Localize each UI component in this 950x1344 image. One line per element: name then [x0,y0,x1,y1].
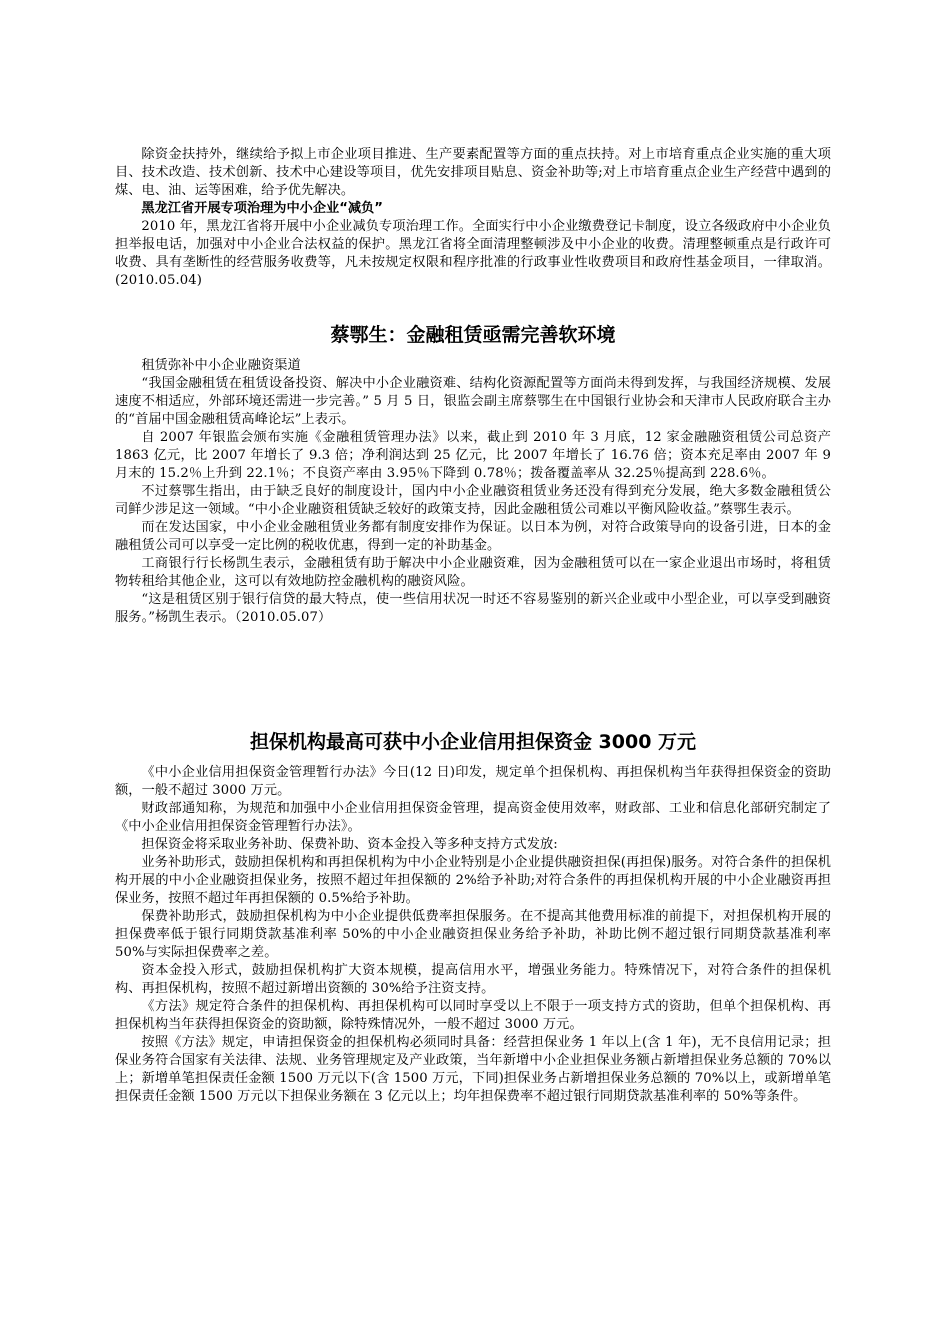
paragraph: 资本金投入形式，鼓励担保机构扩大资本规模，提高信用水平，增强业务能力。特殊情况下，对符合条件的担保机构、再担保机构，按照不超过新增出资额的 30%给予注资支持。 [115,963,831,996]
paragraph: 《方法》规定符合条件的担保机构、再担保机构可以同时享受以上不限于一项支持方式的资助，但单个担保机构、再担保机构当年获得担保资金的资助额，除特殊情况外，一般不超过 3000 万元。 [115,999,831,1032]
paragraph: 工商银行行长杨凯生表示，金融租赁有助于解决中小企业融资难，因为金融租赁可以在一家企业退出市场时，将租赁物转租给其他企业，这可以有效地防控金融机构的融资风险。 [115,556,831,589]
paragraph: 而在发达国家，中小企业金融租赁业务都有制度安排作为保证。以日本为例，对符合政策导向的设备引进，日本的金融租赁公司可以享受一定比例的税收优惠，得到一定的补助基金。 [115,520,831,553]
article-title: 蔡鄂生：金融租赁亟需完善软环境 [330,324,616,346]
paragraph: 自 2007 年银监会颁布实施《金融租赁管理办法》以来，截止到 2010 年 3 月底，12 家金融融资租赁公司总资产 1863 亿元，比 2007 年增长了 9.3 倍；净利润达到 25 亿元，比 2007 年增长了 16.76 倍；资本充足率由 2007 年 9 月末的 15.2％上升到 22.1％；不良资产率由 3.95％下降到 0.78％；拨备覆盖率从 32.25％提高到 228.6％。 [115,430,831,481]
section-financial-leasing [115,357,831,627]
paragraph: “这是租赁区别于银行信贷的最大特点，使一些信用状况一时还不容易鉴别的新兴企业或中小型企业，可以享受到融资服务。”杨凯生表示。（2010.05.07） [115,592,831,625]
paragraph: 不过蔡鄂生指出，由于缺乏良好的制度设计，国内中小企业融资租赁业务还没有得到充分发展，绝大多数金融租赁公司鲜少涉足这一领域。“中小企业融资租赁缺乏较好的政策支持，因此金融租赁公司难以平衡风险收益。”蔡鄂生表示。 [115,484,831,517]
paragraph: 保费补助形式，鼓励担保机构为中小企业提供低费率担保服务。在不提高其他费用标准的前提下，对担保机构开展的担保费率低于银行同期贷款基准利率 50%的中小企业融资担保业务给予补助，补助比例不超过银行同期贷款基准利率 50%与实际担保费率之差。 [115,909,831,960]
section-sme-support [115,146,831,290]
paragraph: 《中小企业信用担保资金管理暂行办法》今日(12 日)印发，规定单个担保机构、再担保机构当年获得担保资金的资助额，一般不超过 3000 万元。 [115,765,831,798]
paragraph: 按照《方法》规定，申请担保资金的担保机构必须同时具备：经营担保业务 1 年以上(含 1 年)，无不良信用记录；担保业务符合国家有关法律、法规、业务管理规定及产业政策，当年新增中小企业担保业务额占新增担保业务总额的 70%以上；新增单笔担保责任金额 1500 万元以下(含 1500 万元，下同)担保业务占新增担保业务总额的 70%以上，或新增单笔担保责任金额 1500 万元以下担保业务额在 3 亿元以上；均年担保费率不超过银行同期贷款基准利率的 50%等条件。 [115,1035,831,1104]
article-title: 担保机构最高可获中小企业信用担保资金 3000 万元 [249,731,697,753]
paragraph: “我国金融租赁在租赁设备投资、解决中小企业融资难、结构化资源配置等方面尚未得到发挥，与我国经济规模、发展速度不相适应，外部环境还需进一步完善。” 5 月 5 日，银监会副主席蔡鄂生在中国银行业协会和天津市人民政府联合主办的“首届中国金融租赁高峰论坛”上表示。 [115,376,831,427]
subheading: 黑龙江省开展专项治理为中小企业“减负” [141,201,383,216]
paragraph: 租赁弥补中小企业融资渠道 [141,358,301,373]
paragraph: 担保资金将采取业务补助、保费补助、资本金投入等多种支持方式发放: [141,837,558,852]
paragraph: 财政部通知称，为规范和加强中小企业信用担保资金管理，提高资金使用效率，财政部、工业和信息化部研究制定了《中小企业信用担保资金管理暂行办法》。 [115,801,831,834]
paragraph: 2010 年，黑龙江省将开展中小企业减负专项治理工作。全面实行中小企业缴费登记卡制度，设立各级政府中小企业负担举报电话，加强对中小企业合法权益的保护。黑龙江省将全面清理整顿涉及中小企业的收费。清理整顿重点是行政许可收费、具有垄断性的经营服务收费等，凡未按规定权限和程序批准的行政事业性收费项目和政府性基金项目，一律取消。(2010.05.04) [115,219,831,288]
paragraph: 除资金扶持外，继续给予拟上市企业项目推进、生产要素配置等方面的重点扶持。对上市培育重点企业实施的重大项目、技术改造、技术创新、技术中心建设等项目，优先安排项目贴息、资金补助等;对上市培育重点企业生产经营中遇到的煤、电、油、运等困难，给予优先解决。 [115,147,831,198]
section-credit-guarantee [115,764,831,1106]
paragraph: 业务补助形式，鼓励担保机构和再担保机构为中小企业特别是小企业提供融资担保(再担保)服务。对符合条件的担保机构开展的中小企业融资担保业务，按照不超过年担保额的 2%给予补助;对符合条件的再担保机构开展的中小企业融资再担保业务，按照不超过年再担保额的 0.5%给予补助。 [115,855,831,906]
